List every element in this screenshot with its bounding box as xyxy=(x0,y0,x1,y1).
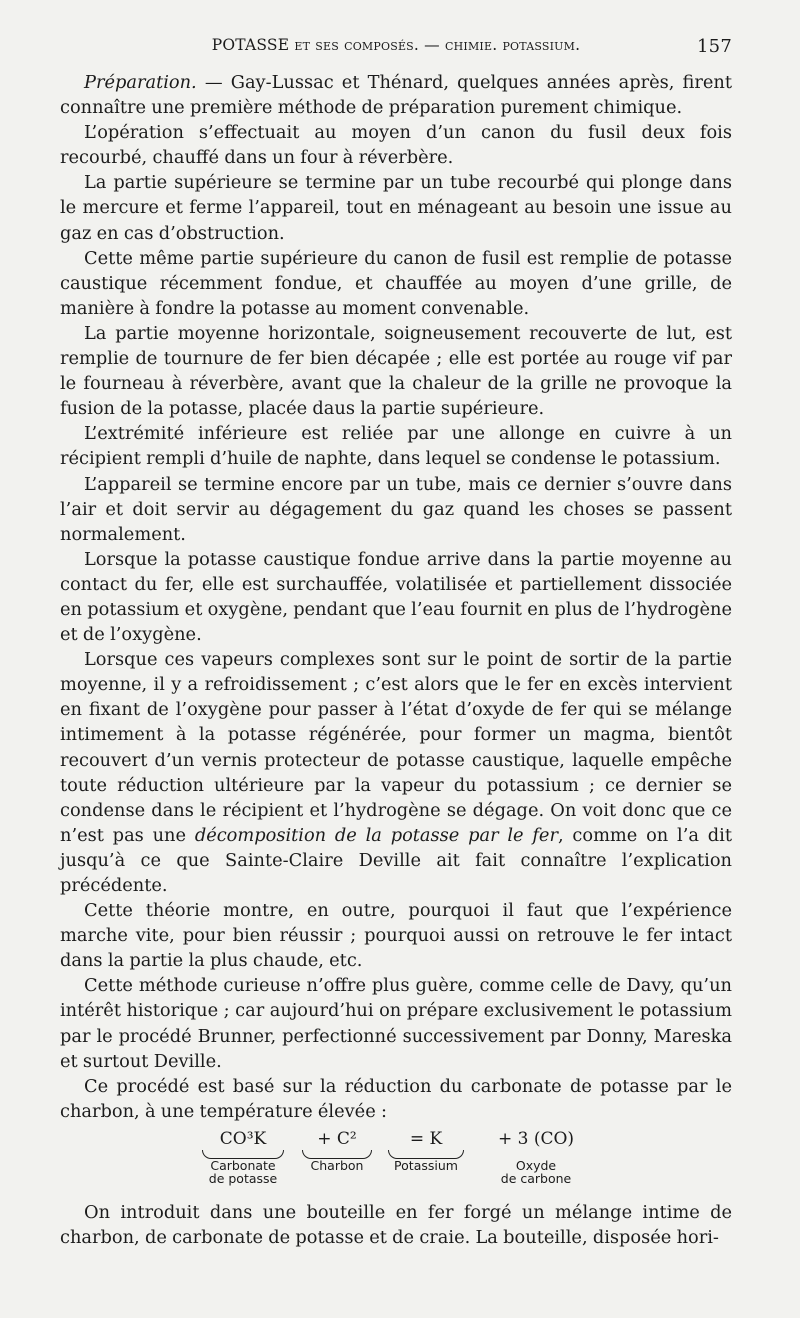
page-number: 157 xyxy=(697,36,732,57)
paragraph: Lorsque la potasse caustique fondue arrive dans la partie moyenne au contact du fer, elle est surchauffée, volatilisée et partiellement dissociée en potassium et oxygène, pendant que l’eau fournit en plus de l’hydrogène et de l’oxygène. xyxy=(60,548,732,646)
paragraph-preparation: Préparation. — Gay-Lussac et Thénard, quelques années après, firent connaître une première méthode de préparation purement chimique. xyxy=(60,72,732,119)
equation-term: + C² Charbon xyxy=(300,1128,374,1172)
paragraph: Ce procédé est basé sur la réduction du carbonate de potasse par le charbon, à une température élevée : xyxy=(60,1075,732,1122)
section-lead: Préparation. xyxy=(84,72,197,93)
equation-term: + 3 (CO) Oxyde de carbone xyxy=(497,1128,575,1186)
emphasis: décomposition de la potasse par le fer xyxy=(194,824,558,846)
paragraph: Cette méthode curieuse n’offre plus guère, comme celle de Davy, qu’un intérêt historique ; car aujourd’hui on prépare exclusivement le potassium par le procédé Brunner, perfectionné successivement par Donny, Mareska et surtout Deville. xyxy=(60,975,732,1072)
paragraph: Lorsque ces vapeurs complexes sont sur le point de sortir de la partie moyenne, il y a refroidissement ; c’est alors que le fer en excès intervient en fixant de l’oxygène pour passer à l’état d’oxyde de fer qui se mélange intimement à la potasse régénérée, pour former un magma, bientôt recouvert d’un vernis protecteur de potasse caustique, laquelle empêche toute réduction ultérieure par la vapeur du potassium ; ce dernier se condense dans le récipient et l’hydrogène se dégage. On voit donc que ce n’est pas une décomposition de la potasse par le fer, comme on l’a dit jusqu’à ce que Sainte-Claire Deville ait fait connaître l’explication précédente. xyxy=(60,649,732,896)
equation-term: CO³K Carbonate de potasse xyxy=(200,1128,286,1185)
equation-term: = K Potassium xyxy=(386,1128,466,1172)
paragraph: L’extrémité inférieure est reliée par une allonge en cuivre à un récipient rempli d’huile de naphte, dans lequel se condense le potassium. xyxy=(60,423,732,470)
paragraph: La partie moyenne horizontale, soigneusement recouverte de lut, est remplie de tournure de fer bien décapée ; elle est portée au rouge vif par le fourneau à réverbère, avant que la chaleur de la grille ne provoque la fusion de la potasse, placée daus la partie supérieure. xyxy=(60,322,732,420)
paragraph: La partie supérieure se termine par un tube recourbé qui plonge dans le mercure et ferme l’appareil, tout en ménageant au besoin une issue au gaz en cas d’obstruction. xyxy=(60,172,732,244)
running-header xyxy=(60,36,732,66)
paragraph: L’appareil se termine encore par un tube, mais ce dernier s’ouvre dans l’air et doit servir au dégagement du gaz quand les choses se passent normalement. xyxy=(60,473,732,545)
running-title: POTASSE et ses composés. — chimie. potassium. xyxy=(211,36,581,54)
paragraph: L’opération s’effectuait au moyen d’un canon du fusil deux fois recourbé, chauffé dans un four à réverbère. xyxy=(60,122,732,169)
chemical-equation xyxy=(60,1128,732,1190)
paragraph: On introduit dans une bouteille en fer forgé un mélange intime de charbon, de carbonate de potasse et de craie. La bouteille, disposée hori- xyxy=(60,1201,732,1249)
paragraph: Cette théorie montre, en outre, pourquoi il faut que l’expérience marche vite, pour bien réussir ; pourquoi aussi on retrouve le fer intact dans la partie la plus chaude, etc. xyxy=(60,900,732,972)
paragraph: Cette même partie supérieure du canon de fusil est remplie de potasse caustique récemment fondue, et chauffée au moyen d’une grille, de manière à fondre la potasse au moment convenable. xyxy=(60,247,732,319)
